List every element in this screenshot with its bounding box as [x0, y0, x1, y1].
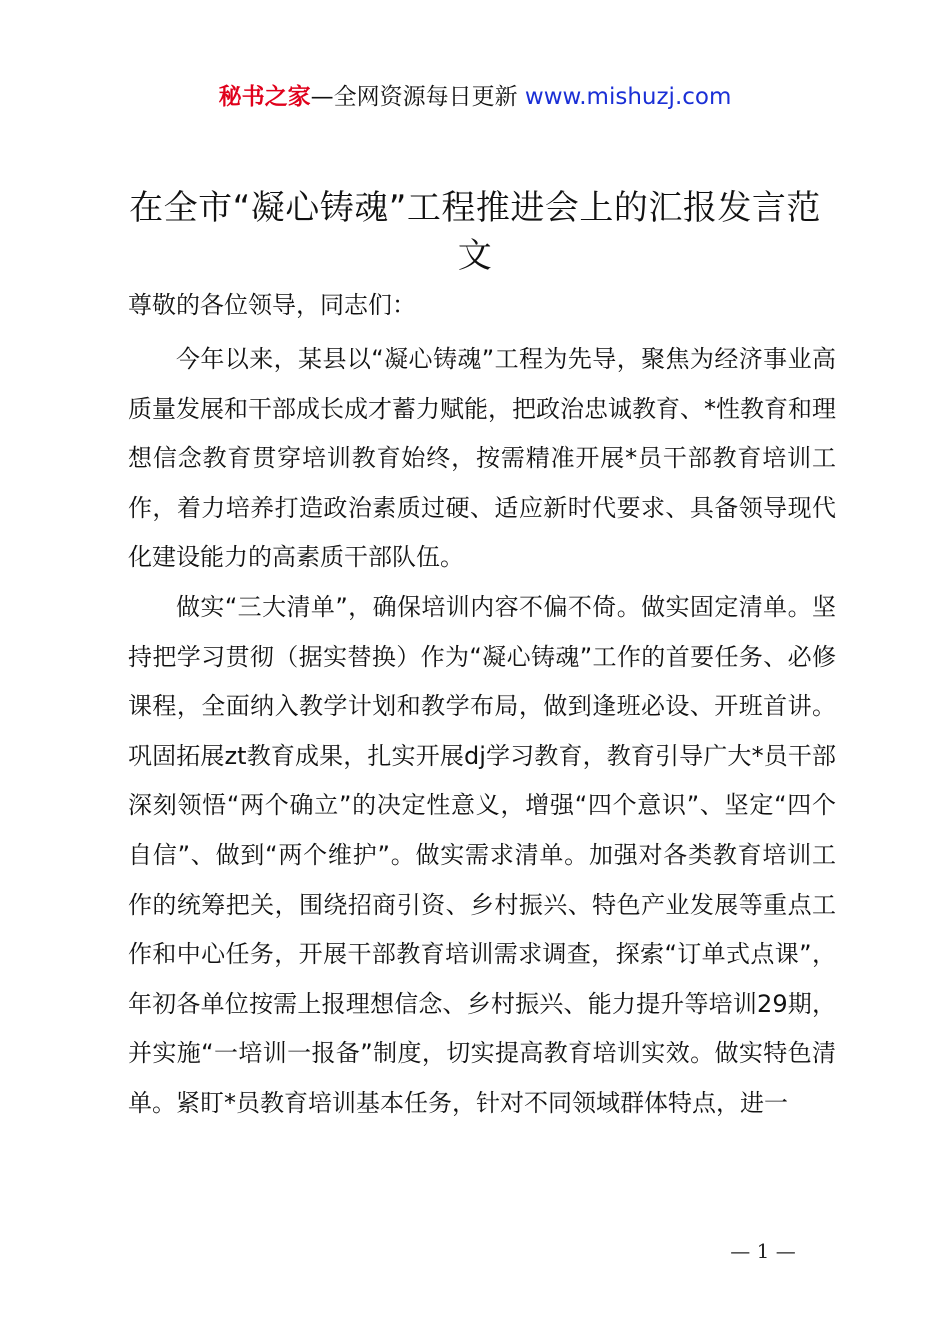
site-url-link[interactable]: www.mishuzj.com: [524, 84, 732, 110]
document-title: 在全市“凝心铸魂”工程推进会上的汇报发言范文: [129, 188, 821, 276]
body-paragraph: 做实“三大清单”，确保培训内容不偏不倚。做实固定清单。坚持把学习贯彻（据实替换）作为“凝心铸魂”工作的首要任务、必修课程，全面纳入教学计划和教学布局，做到逢班必设、开班首讲。巩固拓展zt教育成果，扎实开展dj学习教育，教育引导广大*员干部深刻领悟“两个确立”的决定性意义，增强“四个意识”、坚定“四个自信”、做到“两个维护”。做实需求清单。加强对各类教育培训工作的统筹把关，围绕招商引资、乡村振兴、特色产业发展等重点工作和中心任务，开展干部教育培训需求调查，探索“订单式点课”，年初各单位按需上报理想信念、乡村振兴、能力提升等培训29期，并实施“一培训一报备”制度，切实提高教育培训实效。做实特色清单。紧盯*员教育培训基本任务，针对不同领域群体特点，进一: [128, 592, 836, 1117]
site-header: [0, 80, 950, 114]
document-greeting: 尊敬的各位领导，同志们：: [128, 291, 416, 319]
brand-name: 秘书之家: [218, 84, 311, 110]
document-body: [128, 335, 836, 1129]
header-slogan: —全网资源每日更新: [310, 84, 518, 110]
page-number: — 1 —: [730, 1239, 796, 1263]
body-paragraph: 今年以来，某县以“凝心铸魂”工程为先导，聚焦为经济事业高质量发展和干部成长成才蓄力赋能，把政治忠诚教育、*性教育和理想信念教育贯穿培训教育始终，按需精准开展*员干部教育培训工作，着力培养打造政治素质过硬、适应新时代要求、具备领导现代化建设能力的高素质干部队伍。: [128, 345, 836, 572]
